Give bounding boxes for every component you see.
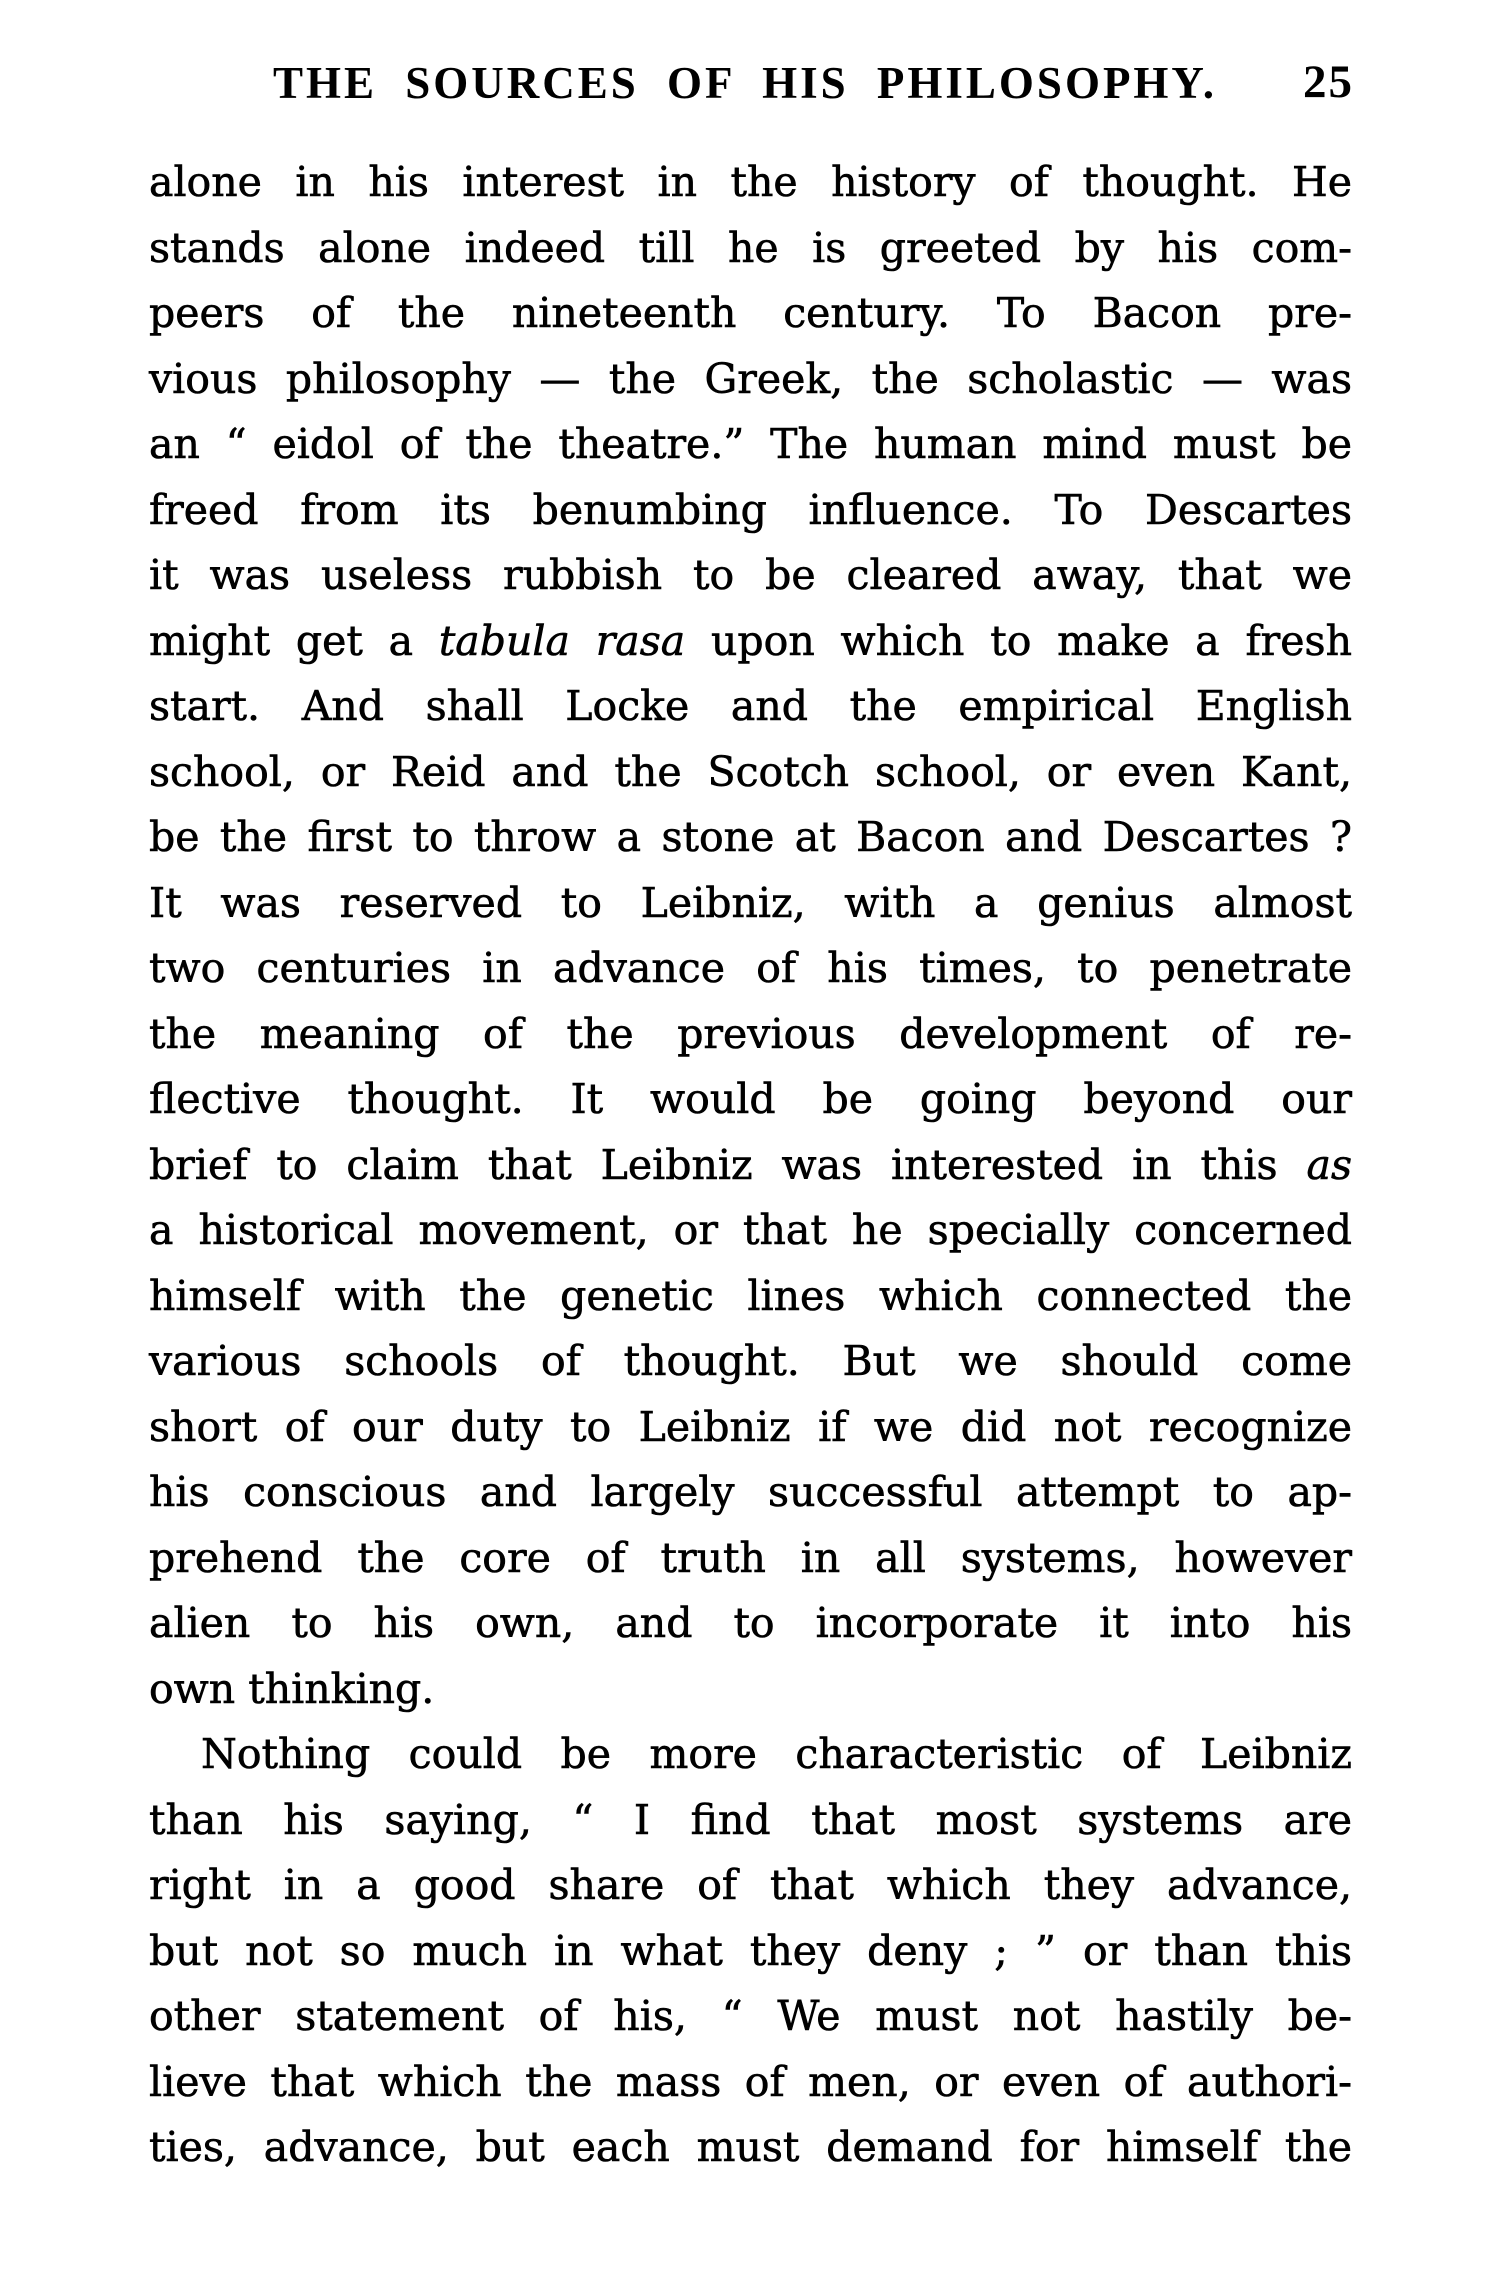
page-number: 25 bbox=[1303, 56, 1354, 108]
regular-text: be the first to throw a stone at Bacon and Descartes ? bbox=[149, 813, 1352, 861]
text-line bbox=[149, 478, 1352, 544]
text-line bbox=[149, 347, 1352, 413]
text-line bbox=[149, 1657, 1352, 1723]
running-header-title: THE SOURCES OF HIS PHILOSOPHY. bbox=[272, 58, 1218, 108]
regular-text: prehend the core of truth in all systems, however bbox=[149, 1533, 1352, 1582]
regular-text: school, or Reid and the Scotch school, or even Kant, bbox=[149, 747, 1352, 796]
text-line bbox=[149, 1067, 1352, 1133]
regular-text: alien to his own, and to incorporate it into his bbox=[149, 1599, 1352, 1647]
text-line bbox=[149, 2050, 1352, 2116]
regular-text: stands alone indeed till he is greeted by his com- bbox=[149, 223, 1352, 272]
text-line bbox=[149, 674, 1352, 740]
regular-text: It was reserved to Leibniz, with a genius almost bbox=[149, 878, 1352, 927]
regular-text: it was useless rubbish to be cleared away, that we bbox=[149, 551, 1352, 599]
body-text bbox=[149, 150, 1352, 2181]
text-line bbox=[149, 1984, 1352, 2050]
regular-text: upon which to make a fresh bbox=[685, 616, 1352, 665]
regular-text: than his saying, “ I find that most systems are bbox=[149, 1795, 1352, 1844]
regular-text: short of our duty to Leibniz if we did not recognize bbox=[149, 1402, 1352, 1451]
regular-text: the meaning of the previous development of re- bbox=[149, 1009, 1352, 1058]
text-line bbox=[149, 1133, 1352, 1199]
italic-text: as bbox=[1306, 1140, 1352, 1189]
italic-text: tabula rasa bbox=[438, 616, 686, 665]
regular-text: but not so much in what they deny ; ” or than this bbox=[149, 1926, 1352, 1975]
text-line bbox=[149, 1460, 1352, 1526]
text-line bbox=[149, 2115, 1352, 2181]
regular-text: vious philosophy — the Greek, the scholastic — was bbox=[149, 354, 1352, 403]
text-line bbox=[149, 1526, 1352, 1592]
text-line bbox=[149, 740, 1352, 806]
regular-text: himself with the genetic lines which connected the bbox=[149, 1271, 1352, 1320]
regular-text: flective thought. It would be going beyond our bbox=[149, 1075, 1352, 1123]
text-line bbox=[149, 543, 1352, 609]
regular-text: freed from its benumbing influence. To Descartes bbox=[149, 485, 1352, 534]
text-line bbox=[149, 609, 1352, 675]
regular-text: a historical movement, or that he specially concerned bbox=[149, 1206, 1352, 1254]
text-line bbox=[149, 1722, 1352, 1788]
text-line bbox=[149, 1198, 1352, 1264]
text-line bbox=[149, 1329, 1352, 1395]
regular-text: right in a good share of that which they advance, bbox=[149, 1861, 1352, 1909]
text-line bbox=[149, 1002, 1352, 1068]
regular-text: various schools of thought. But we should come bbox=[149, 1337, 1352, 1385]
regular-text: lieve that which the mass of men, or even of authori- bbox=[149, 2057, 1352, 2106]
regular-text: two centuries in advance of his times, to penetrate bbox=[149, 944, 1352, 992]
text-line bbox=[149, 412, 1352, 478]
regular-text: peers of the nineteenth century. To Bacon pre- bbox=[149, 289, 1352, 337]
text-line bbox=[149, 1395, 1352, 1461]
regular-text: his conscious and largely successful attempt to ap- bbox=[149, 1468, 1352, 1516]
regular-text: brief to claim that Leibniz was interested in this bbox=[149, 1140, 1307, 1189]
text-line bbox=[149, 1264, 1352, 1330]
text-line bbox=[149, 216, 1352, 282]
text-line bbox=[149, 281, 1352, 347]
regular-text: own thinking. bbox=[149, 1664, 435, 1713]
text-line bbox=[149, 1853, 1352, 1919]
text-line bbox=[149, 936, 1352, 1002]
regular-text: Nothing could be more characteristic of Leibniz bbox=[201, 1730, 1352, 1778]
regular-text: other statement of his, “ We must not hastily be- bbox=[149, 1992, 1352, 2040]
regular-text: might get a bbox=[149, 616, 439, 665]
regular-text: ties, advance, but each must demand for himself the bbox=[149, 2123, 1352, 2171]
regular-text: start. And shall Locke and the empirical English bbox=[149, 682, 1352, 730]
text-line bbox=[149, 150, 1352, 216]
text-line bbox=[149, 805, 1352, 871]
text-line bbox=[149, 1919, 1352, 1985]
text-line bbox=[149, 1788, 1352, 1854]
regular-text: alone in his interest in the history of thought. He bbox=[149, 158, 1352, 206]
text-line bbox=[149, 1591, 1352, 1657]
regular-text: an “ eidol of the theatre.” The human mind must be bbox=[149, 420, 1352, 468]
text-line bbox=[149, 871, 1352, 937]
